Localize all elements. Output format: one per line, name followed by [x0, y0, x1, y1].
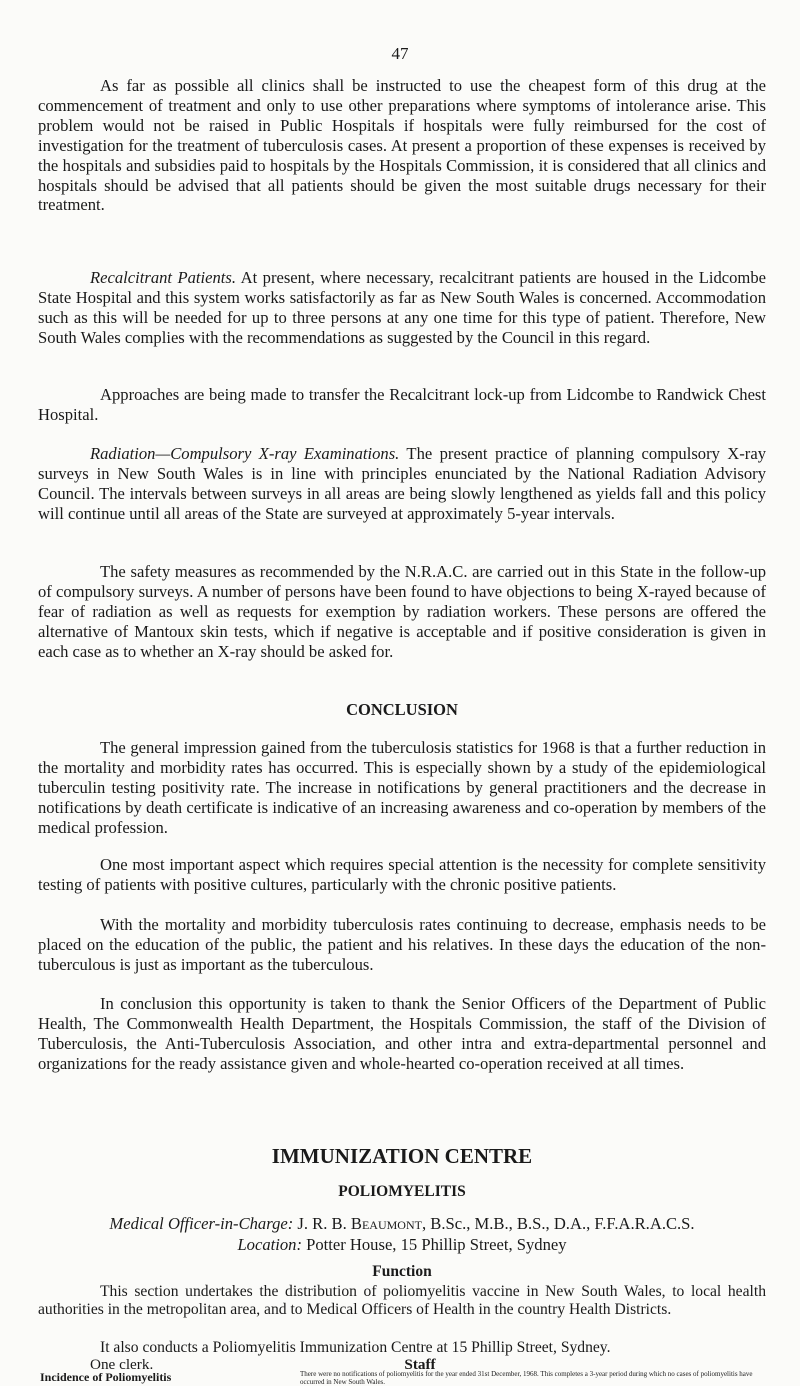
page-number: 47 — [391, 44, 409, 63]
location-label: Location: — [237, 1235, 302, 1254]
recalcitrant-section — [38, 268, 766, 348]
officer-initials: J. R. B. — [293, 1214, 351, 1233]
recalcitrant-followup: Approaches are being made to transfer the Recalcitrant lock-up from Lidcombe to Randwick Chest Hospital. — [38, 385, 766, 424]
recalcitrant-paragraph — [38, 268, 766, 348]
radiation-lead: Radiation—Compulsory X-ray Examinations. — [90, 444, 400, 463]
conclusion-paragraph-2: One most important aspect which requires special attention is the necessity for complete sensitivity testing of patients with positive cultures, particularly with the chronic positive patients. — [38, 855, 766, 894]
radiation-paragraph — [38, 444, 766, 524]
function-heading: Function — [372, 1263, 432, 1280]
incidence-text: There were no notifications of poliomyelitis for the year ended 31st December, 1968. This completes a 3-year period during which no cases of poliomyelitis have occurred in New South Wales. — [300, 1370, 753, 1386]
intro-paragraph: As far as possible all clinics shall be instructed to use the cheapest form of this drug at the commencement of treatment and only to use other preparations where symptoms of intolerance arise. This problem would not be raised in Public Hospitals if hospitals were fully reimbursed for the cost of investigation for the treatment of tuberculosis cases. At present a proportion of these expenses is received by the hospitals and subsidies paid to hospitals by the Hospitals Commission, it is considered that all clinics and hospitals should be advised that all patients should be given the most suitable drugs necessary for their treatment. — [38, 76, 766, 215]
function-paragraph-1: This section undertakes the distribution of poliomyelitis vaccine in New South Wales, to local health authorities in the metropolitan area, and to Medical Officers of Health in the country Health Districts. — [38, 1283, 766, 1318]
conclusion-p1-block — [38, 738, 766, 838]
staff-heading: Staff — [404, 1356, 436, 1373]
officer-label: Medical Officer-in-Charge: — [109, 1214, 294, 1233]
function-p1-block — [38, 1283, 766, 1319]
officer-qualifications: , B.Sc., M.B., B.S., D.A., F.F.A.R.A.C.S. — [421, 1214, 695, 1233]
radiation-section — [38, 444, 766, 524]
conclusion-p2-block — [38, 855, 766, 895]
conclusion-paragraph-1: The general impression gained from the tuberculosis statistics for 1968 is that a further reduction in the mortality and morbidity rates has occurred. This is especially shown by a study of the epidemiological tuberculin testing positivity rate. The increase in notifications by general practitioners and the decrease in notifications by death certificate is indicative of an increasing awareness and co-operation by members of the medical profession. — [38, 738, 766, 837]
conclusion-p3-block — [38, 915, 766, 975]
conclusion-paragraph-4: In conclusion this opportunity is taken to thank the Senior Officers of the Department of Public Health, The Commonwealth Health Department, the Hospitals Commission, the staff of the Division of Tuberculosis, the Anti-Tuberculosis Association, and other intra and extra-departmental personnel and organizations for the ready assistance given and whole-hearted co-operation received at all times. — [38, 994, 766, 1073]
radiation-followup: The safety measures as recommended by the N.R.A.C. are carried out in this State in the follow-up of compulsory surveys. A number of persons have been found to have objections to being X-rayed because of fear of radiation as well as requests for exemption by radiation workers. These persons are offered the alternative of Mantoux skin tests, which if negative is acceptable and if positive consideration is given in each case as to whether an X-ray should be asked for. — [38, 562, 766, 661]
immunization-heading: IMMUNIZATION CENTRE — [271, 1144, 533, 1168]
intro-section — [38, 76, 766, 215]
function-paragraph-2: It also conducts a Poliomyelitis Immunization Centre at 15 Phillip Street, Sydney. — [100, 1339, 611, 1356]
incidence-heading: Incidence of Poliomyelitis — [40, 1370, 172, 1384]
officer-line — [38, 1214, 766, 1234]
recalcitrant-lead: Recalcitrant Patients. — [90, 268, 237, 287]
poliomyelitis-subheading: POLIOMYELITIS — [338, 1183, 466, 1200]
recalcitrant-followup-section — [38, 385, 766, 425]
recalcitrant-text: At present, where necessary, recalcitrant patients are housed in the Lidcombe State Hospital and this system works satisfactorily as far as New South Wales is concerned. Accommodation such as this will be needed for up to three persons at any one time for this type of patient. Therefore, New South Wales complies with the recommendations as suggested by the Council in this regard. — [38, 268, 766, 347]
conclusion-p4-block — [38, 994, 766, 1074]
function-p2-block — [38, 1339, 766, 1357]
officer-surname: Beaumont — [350, 1214, 422, 1233]
conclusion-paragraph-3: With the mortality and morbidity tuberculosis rates continuing to decrease, emphasis needs to be placed on the education of the public, the patient and his relatives. In these days the education of the non-tuberculous is just as important as the tuberculous. — [38, 915, 766, 974]
radiation-text: The present practice of planning compulsory X-ray surveys in New South Wales is in line with principles enunciated by the National Radiation Advisory Council. The intervals between surveys in all areas are being slowly lengthened as yields fall and this policy will continue until all areas of the State are surveyed at approximately 5-year intervals. — [38, 444, 766, 523]
staff-text: One clerk. — [90, 1356, 154, 1373]
radiation-followup-section — [38, 562, 766, 662]
conclusion-heading: CONCLUSION — [346, 700, 458, 719]
location-value: Potter House, 15 Phillip Street, Sydney — [301, 1235, 567, 1254]
location-line — [38, 1235, 766, 1255]
